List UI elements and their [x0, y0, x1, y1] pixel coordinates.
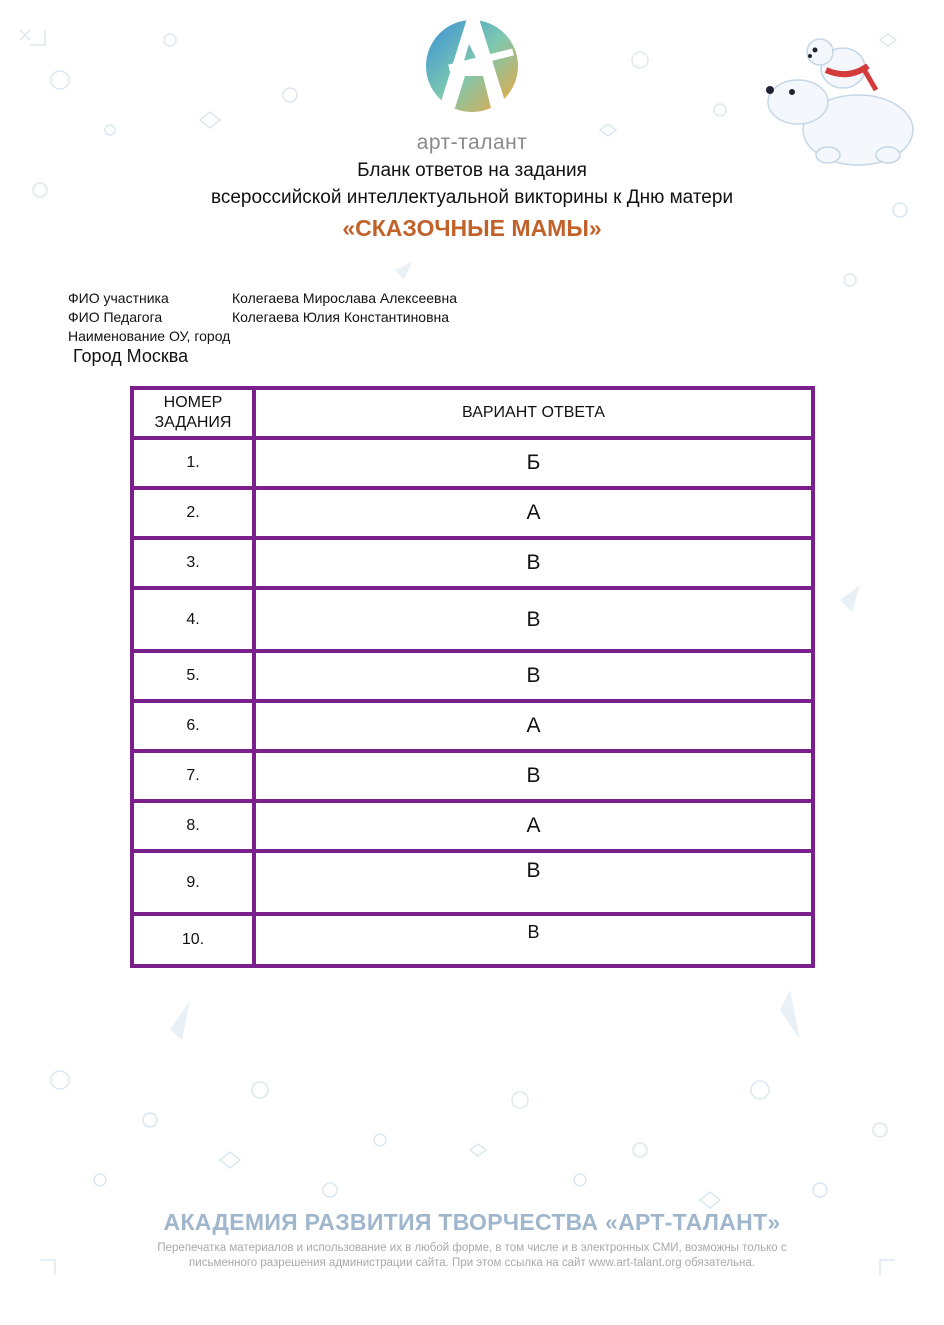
- table-row: [132, 488, 813, 538]
- task-answer: Б: [254, 438, 813, 488]
- quiz-name: «СКАЗОЧНЫЕ МАМЫ»: [342, 215, 602, 241]
- column-header-number-line2: ЗАДАНИЯ: [154, 414, 232, 431]
- polar-bears-icon: [758, 30, 918, 170]
- task-answer: В: [254, 538, 813, 588]
- answers-table: [130, 386, 815, 968]
- task-answer: В: [254, 914, 813, 966]
- teacher-label: ФИО Педагога: [68, 309, 163, 325]
- copyright-note: [90, 1241, 854, 1271]
- task-number: 9.: [132, 851, 254, 914]
- table-row: [132, 914, 813, 966]
- task-number: 8.: [132, 801, 254, 851]
- task-answer: А: [254, 701, 813, 751]
- brand-name: арт-талант: [416, 131, 528, 154]
- table-row: [132, 801, 813, 851]
- form-title: Бланк ответов на задания: [357, 160, 587, 181]
- task-number: 6.: [132, 701, 254, 751]
- column-header-number: [132, 388, 254, 438]
- table-row: [132, 538, 813, 588]
- task-number: 7.: [132, 751, 254, 801]
- task-number: 1.: [132, 438, 254, 488]
- task-answer: А: [254, 488, 813, 538]
- city-value: Город Москва: [73, 346, 189, 366]
- school-label: Наименование ОУ, город: [68, 328, 231, 344]
- teacher-value: Колегаева Юлия Константиновна: [232, 309, 450, 325]
- table-header-row: [132, 388, 813, 438]
- copyright-note-line2: письменного разрешения администрации сайта. При этом ссылка на сайт www.art-talant.org обязательна.: [189, 1257, 755, 1269]
- table-row: [132, 651, 813, 701]
- participant-label: ФИО участника: [68, 290, 169, 306]
- task-number: 2.: [132, 488, 254, 538]
- copyright-note-line1: Перепечатка материалов и использование их в любой форме, в том числе и в электронных СМИ, возможны только с: [157, 1242, 787, 1254]
- column-header-answer: ВАРИАНТ ОТВЕТА: [254, 388, 813, 438]
- table-row: [132, 751, 813, 801]
- column-header-number-line1: НОМЕР: [163, 394, 223, 411]
- table-row: [132, 701, 813, 751]
- task-number: 4.: [132, 588, 254, 651]
- task-number: 10.: [132, 914, 254, 966]
- task-number: 5.: [132, 651, 254, 701]
- table-row: [132, 438, 813, 488]
- task-answer: В: [254, 588, 813, 651]
- table-row: [132, 851, 813, 914]
- academy-name: АКАДЕМИЯ РАЗВИТИЯ ТВОРЧЕСТВА «АРТ-ТАЛАНТ»: [163, 1209, 781, 1235]
- task-answer: В: [254, 751, 813, 801]
- logo-icon: [421, 8, 523, 116]
- task-number: 3.: [132, 538, 254, 588]
- table-row: [132, 588, 813, 651]
- participant-value: Колегаева Мирослава Алексеевна: [232, 290, 457, 306]
- form-subtitle: всероссийской интеллектуальной викторины к Дню матери: [210, 187, 734, 208]
- task-answer: В: [254, 651, 813, 701]
- task-answer: А: [254, 801, 813, 851]
- task-answer: В: [254, 851, 813, 914]
